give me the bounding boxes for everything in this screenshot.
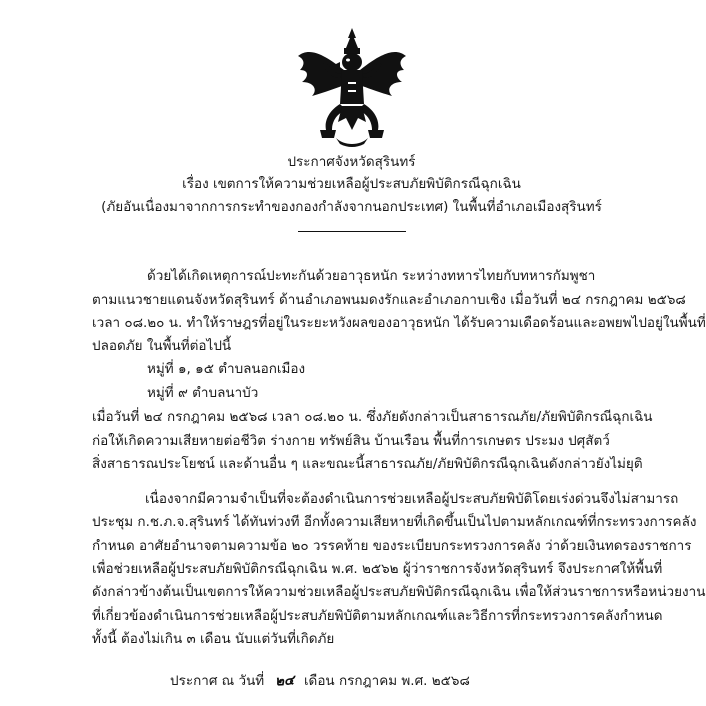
paragraph1-line: เวลา ๐๘.๒๐ น. ทำให้ราษฎรที่อยู่ในระยะหวังผลของอาวุธหนัก ได้รับความเดือดร้อนและอพยพไปอยู่ในพื้นที่ <box>92 315 706 331</box>
date-prefix: ประกาศ ณ วันที่ <box>170 673 265 689</box>
paragraph3-line: ประชุม ก.ช.ภ.จ.สุรินทร์ ได้ทันท่วงที อีกทั้งความเสียหายที่เกิดขึ้นเป็นไปตามหลักเกณฑ์ที่กระทรวงการคลัง <box>92 514 697 530</box>
paragraph3-line: เนื่องจากมีความจำเป็นที่จะต้องดำเนินการช่วยเหลือผู้ประสบภัยพิบัติโดยเร่งด่วนจึงไม่สามารถ <box>145 491 679 507</box>
paragraph2-line: สิ่งสาธารณประโยชน์ และด้านอื่น ๆ และขณะนี้สาธารณภัย/ภัยพิบัติกรณีฉุกเฉินดังกล่าวยังไม่ยุติ <box>92 456 643 472</box>
paragraph3-line: เพื่อช่วยเหลือผู้ประสบภัยพิบัติกรณีฉุกเฉิน พ.ศ. ๒๕๖๒ ผู้ว่าราชการจังหวัดสุรินทร์ จึงประกาศให้พื้นที่ <box>92 561 663 577</box>
paragraph3-line: ทั้งนี้ ต้องไม่เกิน ๓ เดือน นับแต่วันที่เกิดภัย <box>92 631 335 647</box>
paragraph1-line: ตามแนวชายแดนจังหวัดสุรินทร์ ด้านอำเภอพนมดงรักและอำเภอกาบเชิง เมื่อวันที่ ๒๔ กรกฎาคม ๒๕๖๘ <box>92 292 686 308</box>
paragraph1-line: ด้วยได้เกิดเหตุการณ์ปะทะกันด้วยอาวุธหนัก ระหว่างทหารไทยกับทหารกัมพูชา <box>147 268 596 284</box>
paragraph2-line: เมื่อวันที่ ๒๔ กรกฎาคม ๒๕๖๘ เวลา ๐๘.๒๐ น. ซึ่งภัยดังกล่าวเป็นสาธารณภัย/ภัยพิบัติกรณีฉุกเฉิน <box>92 409 653 425</box>
paragraph3-line: ดังกล่าวข้างต้นเป็นเขตการให้ความช่วยเหลือผู้ประสบภัยพิบัติกรณีฉุกเฉิน เพื่อให้ส่วนราชการหรือหน่วยงาน <box>92 584 706 600</box>
announcement-title: ประกาศจังหวัดสุรินทร์ <box>287 154 416 170</box>
date-suffix: เดือน กรกฎาคม พ.ศ. ๒๕๖๘ <box>303 673 470 689</box>
announcement-date-line <box>170 669 590 691</box>
village-item: หมู่ที่ ๑, ๑๕ ตำบลนอกเมือง <box>147 361 306 377</box>
paragraph3-line: กำหนด อาศัยอำนาจตามความข้อ ๒๐ วรรคท้าย ของระเบียบกระทรวงการคลัง ว่าด้วยเงินทดรองราชการ <box>92 538 692 554</box>
title-divider <box>298 231 406 232</box>
paragraph3-line: ที่เกี่ยวข้องดำเนินการช่วยเหลือผู้ประสบภัยพิบัติตามหลักเกณฑ์และวิธีการที่กระทรวงการคลังกำหนด <box>92 608 663 624</box>
paragraph2-line: ก่อให้เกิดความเสียหายต่อชีวิต ร่างกาย ทรัพย์สิน บ้านเรือน พื้นที่การเกษตร ประมง ปศุสัตว์ <box>92 433 610 449</box>
announcement-subtitle: (ภัยอันเนื่องมาจากการกระทำของกองกำลังจากนอกประเทศ) ในพื้นที่อำเภอเมืองสุรินทร์ <box>101 199 602 215</box>
handwritten-day: ๒๔ <box>274 672 295 690</box>
village-item: หมู่ที่ ๙ ตำบลนาบัว <box>147 385 259 401</box>
paragraph1-line: ปลอดภัย ในพื้นที่ต่อไปนี้ <box>92 338 232 354</box>
announcement-subject: เรื่อง เขตการให้ความช่วยเหลือผู้ประสบภัยพิบัติกรณีฉุกเฉิน <box>182 176 521 192</box>
garuda-emblem-icon <box>296 26 408 148</box>
